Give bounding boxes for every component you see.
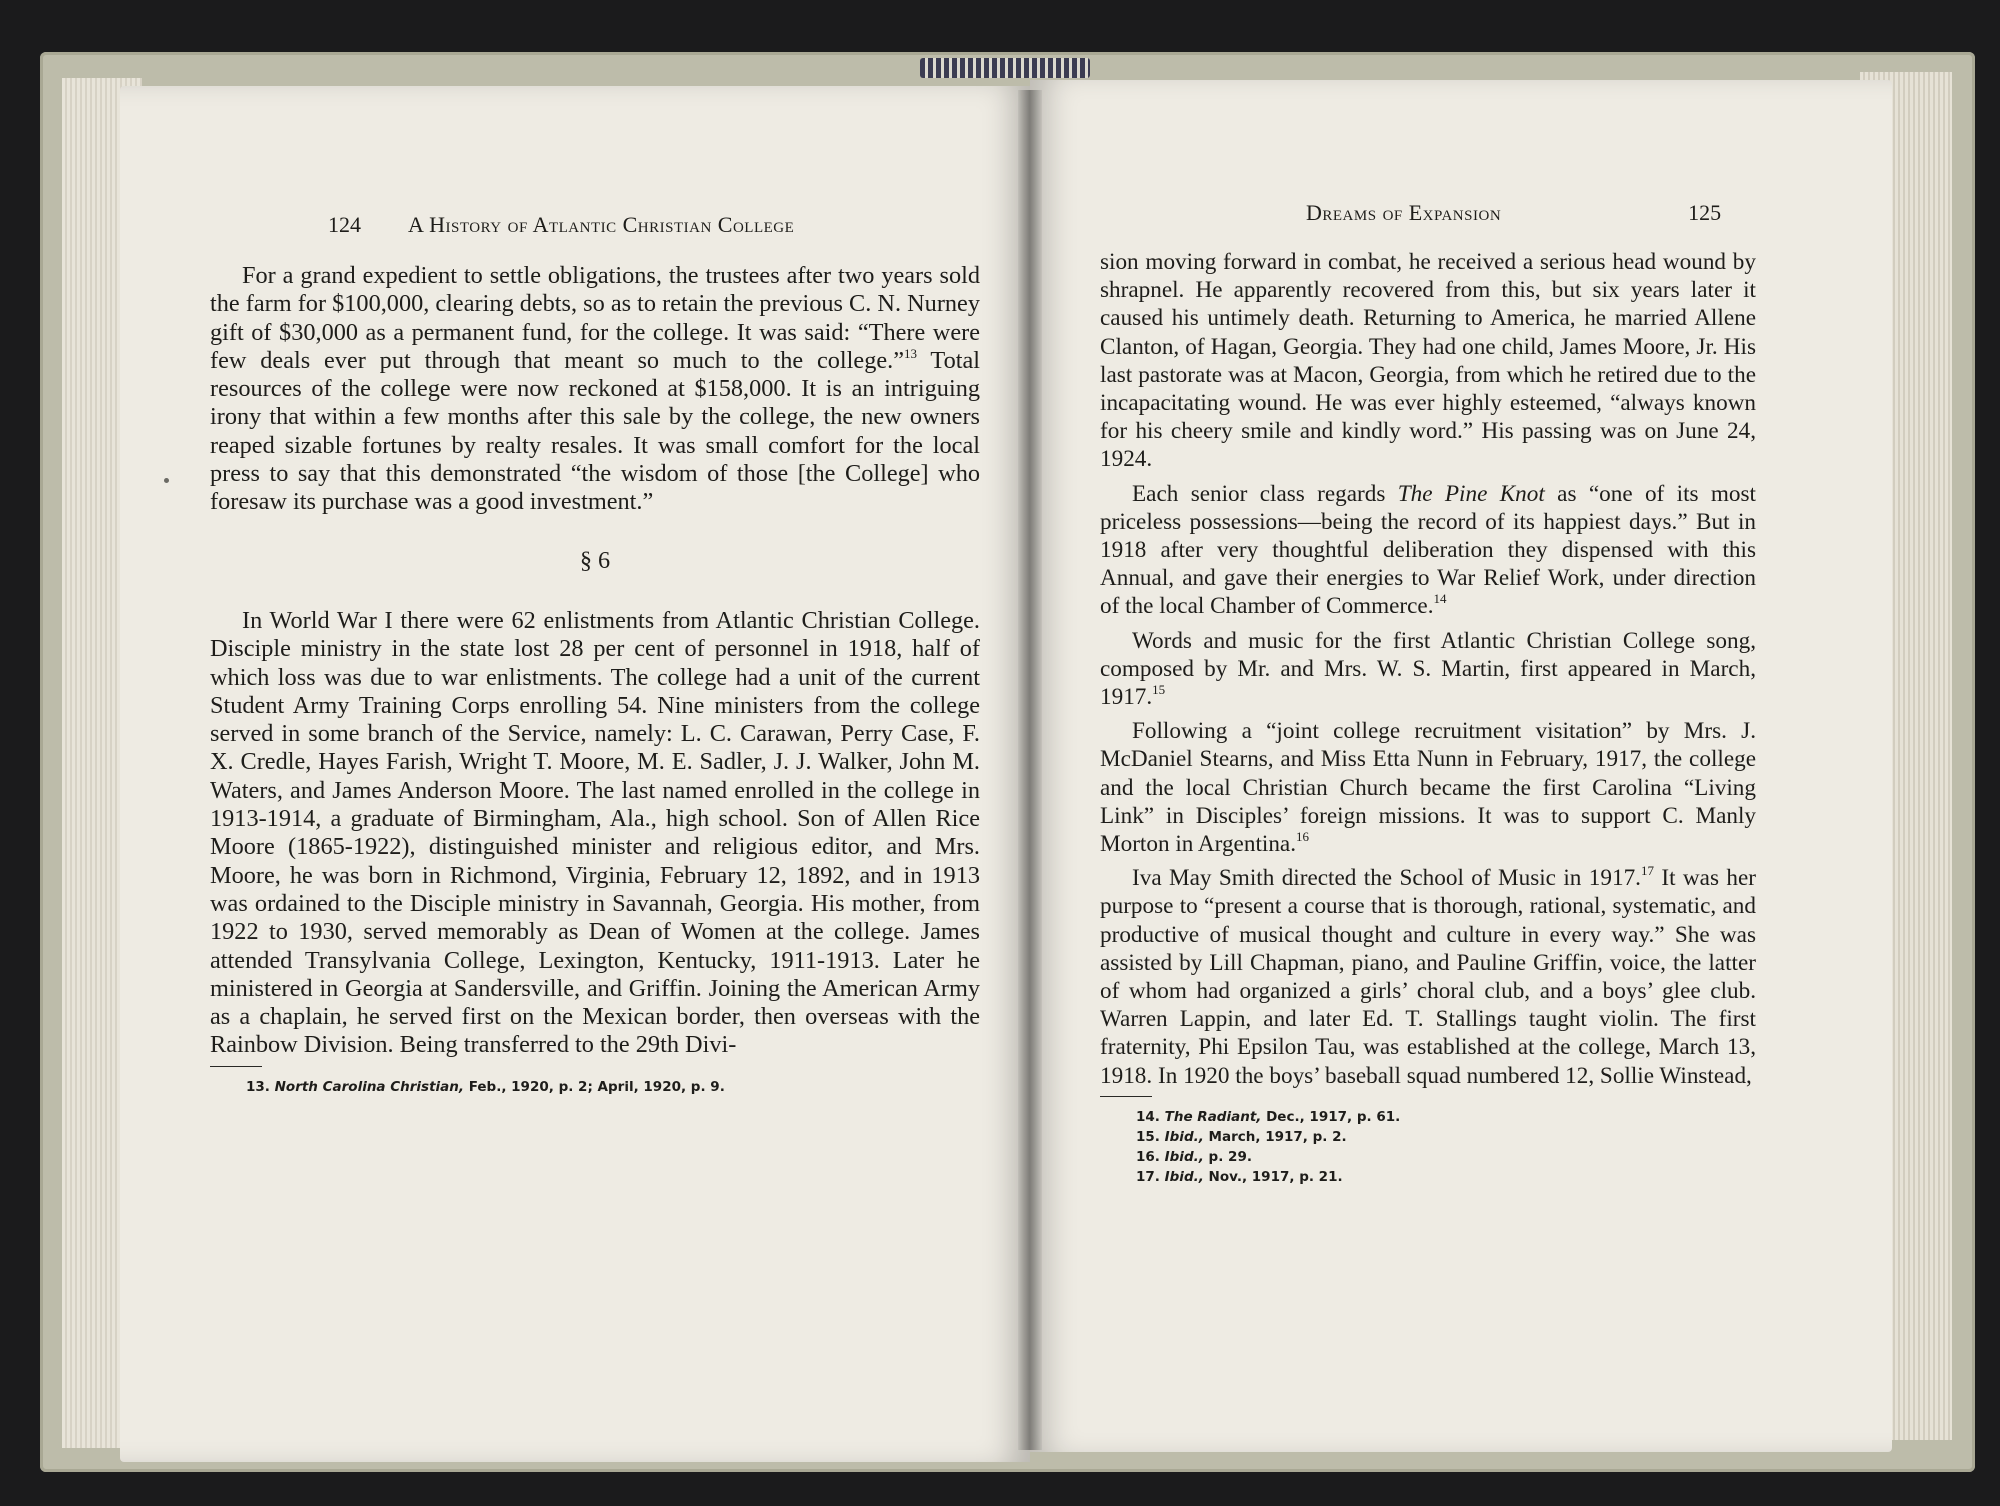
footnote-source: North Carolina Christian,	[274, 1078, 465, 1095]
footnote-source: Ibid.,	[1164, 1148, 1204, 1165]
footnote-number: 15.	[1136, 1128, 1165, 1145]
paragraph	[1100, 864, 1756, 1090]
book-gutter	[1018, 90, 1042, 1450]
paragraph	[1100, 627, 1756, 712]
footnote	[1136, 1167, 1756, 1187]
footnote-source: Ibid.,	[1164, 1128, 1204, 1145]
footnote-number: 16.	[1136, 1148, 1165, 1165]
text-segment: sion moving forward in combat, he received a serious head wound by shrapnel. He apparently recovered from this, but six years later it caused his untimely death. Returning to America, he married Allene Clanton, of Hagan, Georgia. They had one child, James Moore, Jr. His last pastorate was at Macon, Georgia, from which he retired due to the incapacitating wound. He was ever highly esteemed, “always known for his cheery smile and kindly word.” His passing was on June 24, 1924.	[1100, 249, 1756, 473]
right-running-title: Dreams of Expansion	[1306, 200, 1502, 225]
footnote-citation: Nov., 1917, p. 21.	[1203, 1168, 1343, 1185]
footnote-source: Ibid.,	[1164, 1168, 1204, 1185]
page-mark-dot	[164, 478, 169, 483]
footnote-rule	[210, 1066, 262, 1067]
right-paragraphs	[1100, 248, 1756, 1090]
footnote-ref: 17	[1640, 863, 1654, 879]
text-segment: For a grand expedient to settle obligations, the trustees after two years sold the farm for $100,000, clearing debts, so as to retain the previous C. N. Nurney gift of $30,000 as a permanent fund, for the college. It was said: “There were few deals ever put through that meant so much to the college.”	[210, 262, 980, 374]
left-running-title: A History of Atlantic Christian College	[408, 212, 795, 237]
text-segment: It was her purpose to “present a course that is thorough, rational, systematic, and productive of musical thought and culture in every way.” She was assisted by Lill Chapman, piano, and Pauline Griffin, voice, the latter of whom had organized a girls’ choral club, and a boys’ glee club. Warren Lappin, and later Ed. T. Stallings taught violin. The first fraternity, Phi Epsilon Tau, was established at the college, March 13, 1918. In 1920 the boys’ baseball squad numbered 12, Sollie Winstead,	[1100, 865, 1756, 1089]
text-segment: Words and music for the first Atlantic Christian College song, composed by Mr. and Mrs. W. S. Martin, first appeared in March, 1917.	[1100, 627, 1756, 711]
footnote-citation: March, 1917, p. 2.	[1203, 1128, 1347, 1145]
footnote-ref: 16	[1296, 829, 1310, 845]
text-segment: Total resources of the college were now reckoned at $158,000. It is an intriguing irony that within a few months after this sale by the college, the new owners reaped sizable fortunes by realty resales. It was small comfort for the local press to say that this demonstrated “the wisdom of those [the College] who foresaw its purchase was a good investment.”	[210, 346, 980, 516]
text-segment: Each senior class regards	[1132, 480, 1398, 507]
text-segment: Iva May Smith directed the School of Music in 1917.	[1132, 865, 1641, 892]
footnote-ref: 15	[1152, 682, 1166, 698]
paragraph	[1100, 717, 1756, 858]
headband	[920, 58, 1090, 78]
left-running-head	[328, 212, 794, 238]
right-page-number: 125	[1688, 200, 1722, 225]
footnote-number: 13.	[246, 1078, 275, 1095]
text-segment: as “one of its most priceless possessions—being the record of its happiest days.” But in 1918 after very thoughtful deliberation they dispensed with this Annual, and gave their energies to War Relief Work, under direction of the local Chamber of Commerce.	[1100, 480, 1756, 620]
footnote	[1136, 1147, 1756, 1167]
right-body	[1100, 248, 1756, 1187]
footnote-rule	[1100, 1096, 1152, 1097]
left-paragraphs-top	[210, 262, 980, 517]
footnote	[1136, 1127, 1756, 1147]
text-segment: In World War I there were 62 enlistments from Atlantic Christian College. Disciple ministry in the state lost 28 per cent of personnel in 1918, half of which loss was due to war enlistments. The college had a unit of the current Student Army Training Corps enrolling 54. Nine ministers from the college served in some branch of the Service, namely: L. C. Carawan, Perry Case, F. X. Credle, Hayes Farish, Wright T. Moore, M. E. Sadler, J. J. Walker, John M. Waters, and James Anderson Moore. The last named enrolled in the college in 1913-1914, a graduate of Birmingham, Ala., high school. Son of Allen Rice Moore (1865-1922), distinguished minister and religious editor, and Mrs. Moore, he was born in Richmond, Virginia, February 12, 1892, and in 1913 was ordained to the Disciple ministry in Savannah, Georgia. His mother, from 1922 to 1930, served memorably as Dean of Women at the college. James attended Transylvania College, Lexington, Kentucky, 1911-1913. Later he ministered in Georgia at Sandersville, and Griffin. Joining the American Army as a chaplain, he served first on the Mexican border, then overseas with the Rainbow Division. Being transferred to the 29th Divi-	[210, 606, 980, 1059]
left-body	[210, 262, 980, 1097]
footnote-number: 14.	[1136, 1108, 1165, 1125]
footnote-source: The Radiant,	[1164, 1108, 1262, 1125]
footnote-ref: 14	[1433, 591, 1447, 607]
right-footnotes	[1100, 1107, 1756, 1187]
footnote-citation: Feb., 1920, p. 2; April, 1920, p. 9.	[464, 1078, 725, 1095]
paragraph	[1100, 480, 1756, 621]
footnote-citation: p. 29.	[1203, 1148, 1252, 1165]
right-running-head	[1306, 200, 1721, 226]
footnote-number: 17.	[1136, 1168, 1165, 1185]
footnote-citation: Dec., 1917, p. 61.	[1261, 1108, 1401, 1125]
text-segment: The Pine Knot	[1397, 480, 1545, 507]
paragraph	[210, 607, 980, 1060]
footnote	[1136, 1107, 1756, 1127]
text-segment: Following a “joint college recruitment visitation” by Mrs. J. McDaniel Stearns, and Miss Etta Nunn in February, 1917, the college and the local Christian Church became the first Carolina “Living Link” in Disciples’ foreign missions. It was to support C. Manly Morton in Argentina.	[1100, 718, 1756, 858]
paragraph	[210, 262, 980, 517]
footnote-ref: 13	[904, 345, 918, 361]
left-paragraphs-bottom	[210, 607, 980, 1060]
left-footnotes	[210, 1077, 980, 1097]
paragraph	[1100, 248, 1756, 474]
footnote	[246, 1077, 980, 1097]
left-page-number: 124	[328, 212, 361, 237]
section-mark: § 6	[579, 546, 611, 574]
